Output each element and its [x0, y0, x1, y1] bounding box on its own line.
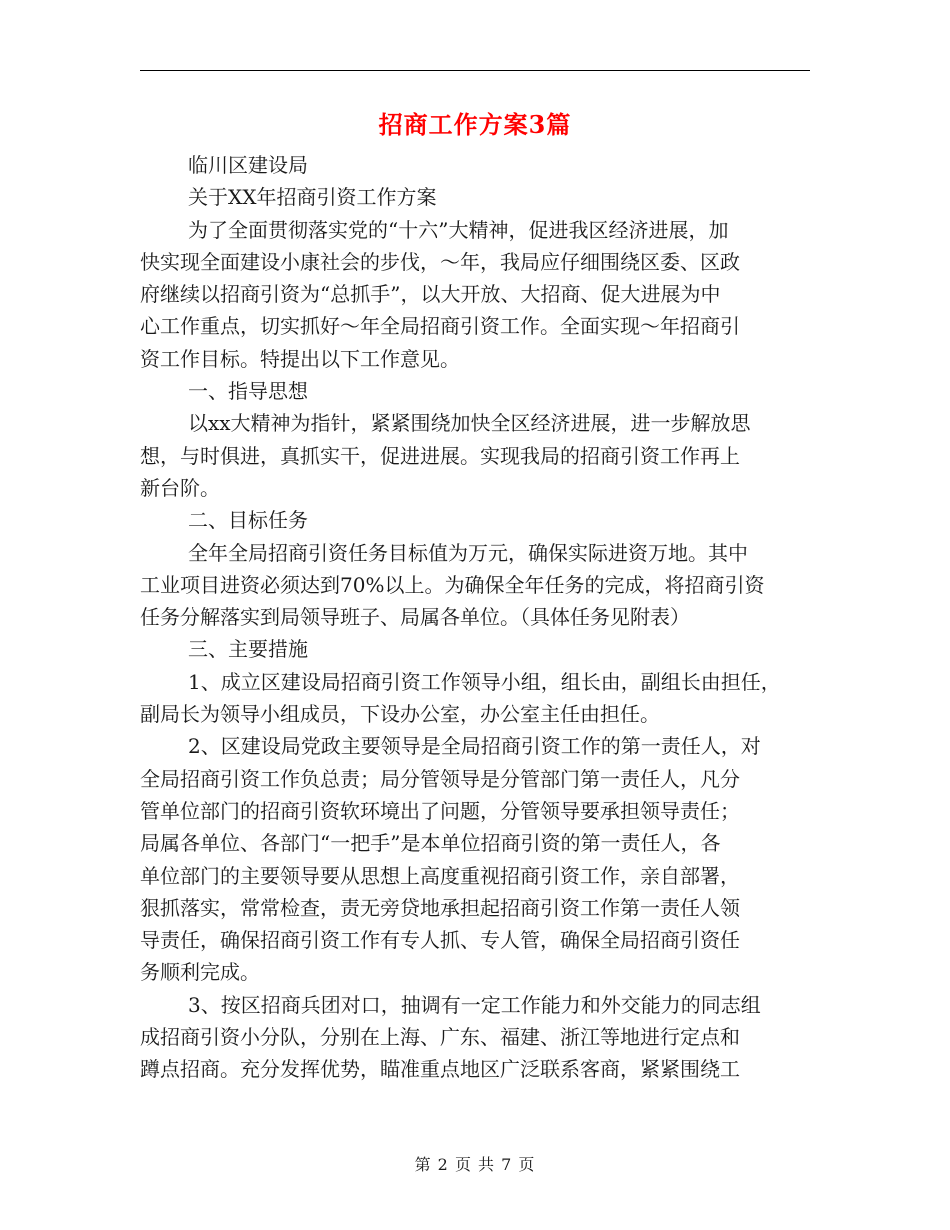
body-line: 以xx大精神为指针，紧紧围绕加快全区经济进展，进一步解放思 [188, 411, 751, 436]
document-body [140, 149, 810, 1086]
body-line: 二、目标任务 [188, 508, 308, 533]
body-line: 想，与时俱进，真抓实干，促进进展。实现我局的招商引资工作再上 [140, 443, 740, 468]
body-line: 成招商引资小分队，分别在上海、广东、福建、浙江等地进行定点和 [140, 1025, 740, 1050]
body-line: 工业项目进资必须达到70%以上。为确保全年任务的完成，将招商引资 [140, 572, 765, 597]
body-line: 三、主要措施 [188, 637, 308, 662]
body-line: 临川区建设局 [188, 153, 308, 177]
body-line: 管单位部门的招商引资软环境出了问题，分管领导要承担领导责任； [140, 798, 740, 823]
body-line: 3、按区招商兵团对口，抽调有一定工作能力和外交能力的同志组 [188, 992, 761, 1017]
document-title: 招商工作方案3篇 [378, 110, 572, 139]
body-line: 副局长为领导小组成员，下设办公室，办公室主任由担任。 [140, 702, 660, 727]
body-line: 蹲点招商。充分发挥优势，瞄准重点地区广泛联系客商，紧紧围绕工 [140, 1057, 740, 1082]
body-line: 一、指导思想 [188, 379, 308, 404]
body-line: 局属各单位、各部门“一把手”是本单位招商引资的第一责任人，各 [140, 831, 721, 856]
body-line: 心工作重点，切实抓好～年全局招商引资工作。全面实现～年招商引 [140, 314, 740, 339]
body-line: 资工作目标。特提出以下工作意见。 [140, 346, 460, 371]
body-line: 单位部门的主要领导要从思想上高度重视招商引资工作，亲自部署， [140, 863, 740, 888]
page-footer: 第 2 页 共 7 页 [414, 1155, 536, 1174]
body-line: 全年全局招商引资任务目标值为万元，确保实际进资万地。其中 [188, 540, 748, 565]
body-line: 新台阶。 [140, 475, 220, 500]
body-line: 府继续以招商引资为“总抓手”，以大开放、大招商、促大进展为中 [140, 282, 721, 307]
body-line: 任务分解落实到局领导班子、局属各单位。（具体任务见附表） [140, 605, 690, 630]
body-line: 全局招商引资工作负总责；局分管领导是分管部门第一责任人，凡分 [140, 766, 740, 791]
header-rule [140, 70, 810, 71]
body-line: 1、成立区建设局招商引资工作领导小组，组长由，副组长由担任， [188, 669, 781, 694]
body-line: 为了全面贯彻落实党的“十六”大精神，促进我区经济进展，加 [188, 217, 729, 242]
body-line: 快实现全面建设小康社会的步伐，～年，我局应仔细围绕区委、区政 [140, 249, 740, 274]
body-line: 务顺利完成。 [140, 960, 260, 985]
body-line: 狠抓落实，常常检查，责无旁贷地承担起招商引资工作第一责任人领 [140, 895, 740, 920]
body-line: 关于XX年招商引资工作方案 [188, 185, 437, 210]
body-line: 导责任，确保招商引资工作有专人抓、专人管，确保全局招商引资任 [140, 928, 740, 953]
body-line: 2、区建设局党政主要领导是全局招商引资工作的第一责任人，对 [188, 734, 761, 759]
